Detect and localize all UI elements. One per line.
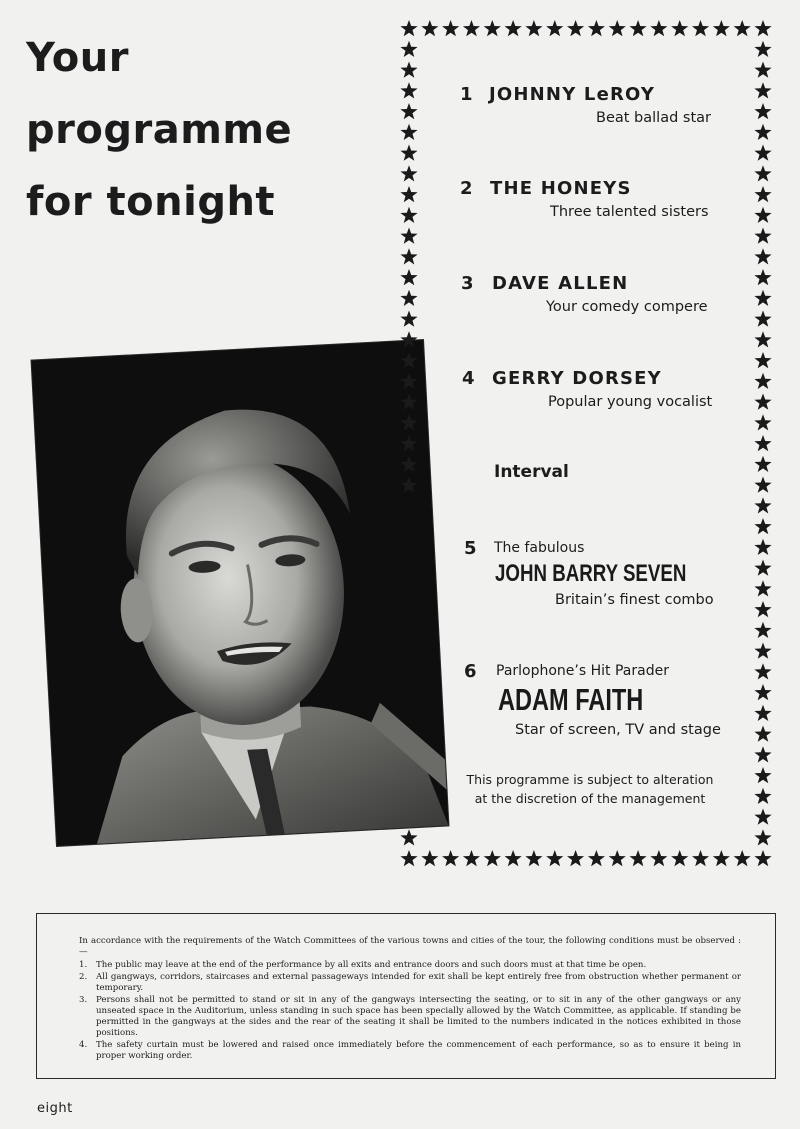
- act-name: GERRY DORSEY: [492, 368, 662, 389]
- act-number: 5: [464, 538, 477, 559]
- star-icon: [400, 248, 417, 264]
- act-number: 3: [461, 273, 474, 294]
- star-icon: [400, 124, 417, 140]
- star-icon: [734, 850, 751, 866]
- act-description: Beat ballad star: [596, 110, 711, 126]
- star-icon: [484, 850, 501, 866]
- star-icon: [754, 518, 771, 534]
- star-icon: [525, 850, 542, 866]
- star-icon: [754, 622, 771, 638]
- star-icon: [400, 850, 417, 866]
- star-icon: [754, 103, 771, 119]
- act-number: 1: [460, 84, 473, 105]
- star-icon: [505, 850, 522, 866]
- star-icon: [754, 746, 771, 762]
- star-icon: [754, 62, 771, 78]
- act-name: THE HONEYS: [490, 178, 632, 199]
- star-icon: [754, 850, 771, 866]
- star-icon: [400, 62, 417, 78]
- star-icon: [400, 352, 417, 368]
- act-prefix: The fabulous: [494, 540, 585, 556]
- star-icon: [400, 20, 417, 36]
- condition-item: 3. Persons shall not be permitted to stand or sit in any of the gangways intersecting the seating, or to sit in any of the other gangways or any unseated space in the Auditorium, unless standing in such space has been specially allowed by the Watch Committee, as applicable. If standing be permitted in the gangways at the sides and the rear of the seating it shall be limited to the numbers indicated in the notices exhibited in those positions.: [79, 995, 741, 1038]
- star-icon: [400, 103, 417, 119]
- star-icon: [400, 290, 417, 306]
- star-icon: [650, 850, 667, 866]
- star-icon: [400, 456, 417, 472]
- star-icon: [754, 580, 771, 596]
- act-description: Your comedy compere: [546, 299, 708, 315]
- act-description: Three talented sisters: [550, 204, 709, 220]
- star-icon: [671, 20, 688, 36]
- star-icon: [463, 850, 480, 866]
- star-icon: [754, 497, 771, 513]
- star-icon: [713, 20, 730, 36]
- star-icon: [400, 41, 417, 57]
- conditions-list: [79, 960, 741, 1063]
- star-icon: [442, 850, 459, 866]
- star-icon: [754, 124, 771, 140]
- star-icon: [754, 82, 771, 98]
- star-icon: [754, 414, 771, 430]
- star-icon: [400, 373, 417, 389]
- star-icon: [567, 20, 584, 36]
- star-icon: [421, 20, 438, 36]
- star-icon: [754, 788, 771, 804]
- condition-item: 1. The public may leave at the end of the performance by all exits and entrance doors and such doors must at that time be open.: [79, 960, 647, 970]
- star-icon: [630, 20, 647, 36]
- star-icon: [400, 228, 417, 244]
- star-icon: [754, 290, 771, 306]
- act-description: Britain’s finest combo: [555, 592, 714, 608]
- star-icon: [754, 311, 771, 327]
- star-icon: [754, 41, 771, 57]
- star-icon: [400, 394, 417, 410]
- disclaimer-line-2: at the discretion of the management: [474, 791, 706, 806]
- title-line-1: Your: [26, 35, 129, 81]
- star-icon: [754, 456, 771, 472]
- star-icon: [400, 82, 417, 98]
- act-number: 2: [460, 178, 473, 199]
- star-icon: [546, 20, 563, 36]
- act-name: JOHNNY LeROY: [489, 84, 656, 105]
- star-icon: [421, 850, 438, 866]
- star-icon: [754, 829, 771, 845]
- star-icon: [442, 20, 459, 36]
- title-line-2: programme: [26, 107, 293, 153]
- interval-heading: Interval: [494, 462, 569, 482]
- star-icon: [754, 145, 771, 161]
- star-icon: [484, 20, 501, 36]
- star-icon: [588, 850, 605, 866]
- star-icon: [650, 20, 667, 36]
- page-title: [26, 22, 292, 238]
- star-border-frame: [398, 18, 774, 870]
- star-icon: [525, 20, 542, 36]
- star-icon: [398, 18, 774, 870]
- star-icon: [754, 726, 771, 742]
- star-icon: [400, 186, 417, 202]
- star-icon: [400, 207, 417, 223]
- star-icon: [588, 20, 605, 36]
- disclaimer-line-1: This programme is subject to alteration: [466, 772, 714, 787]
- star-icon: [754, 560, 771, 576]
- star-icon: [463, 20, 480, 36]
- star-icon: [754, 331, 771, 347]
- title-line-3: for tonight: [26, 179, 276, 225]
- star-icon: [754, 20, 771, 36]
- star-icon: [754, 601, 771, 617]
- conditions-intro: In accordance with the requirements of the Watch Committees of the various towns and cities of the tour, the following conditions must be observed :—: [79, 936, 741, 957]
- star-icon: [754, 539, 771, 555]
- star-icon: [754, 663, 771, 679]
- star-icon: [692, 20, 709, 36]
- star-icon: [754, 165, 771, 181]
- act-description: Popular young vocalist: [548, 394, 713, 410]
- star-icon: [754, 373, 771, 389]
- star-icon: [692, 850, 709, 866]
- star-icon: [754, 809, 771, 825]
- star-icon: [400, 435, 417, 451]
- star-icon: [754, 684, 771, 700]
- star-icon: [400, 145, 417, 161]
- star-icon: [609, 850, 626, 866]
- programme-disclaimer: [450, 770, 730, 808]
- star-icon: [400, 829, 417, 845]
- act-name: DAVE ALLEN: [492, 273, 629, 294]
- star-icon: [546, 850, 563, 866]
- act-name-featured: JOHN BARRY SEVEN: [495, 560, 687, 587]
- star-icon: [754, 394, 771, 410]
- star-icon: [400, 477, 417, 493]
- star-icon: [754, 767, 771, 783]
- watch-committee-conditions: [36, 913, 776, 1079]
- page-number: eight: [37, 1101, 73, 1116]
- star-icon: [400, 269, 417, 285]
- star-icon: [567, 850, 584, 866]
- act-prefix: Parlophone’s Hit Parader: [496, 663, 669, 679]
- condition-item: 2. All gangways, corridors, staircases and external passageways intended for exit shall be kept entirely free from obstruction whether permanent or temporary.: [79, 972, 741, 993]
- star-icon: [754, 435, 771, 451]
- star-icon: [754, 705, 771, 721]
- star-icon: [400, 414, 417, 430]
- star-icon: [754, 269, 771, 285]
- star-icon: [505, 20, 522, 36]
- star-icon: [754, 228, 771, 244]
- act-description: Star of screen, TV and stage: [515, 722, 721, 738]
- condition-item: 4. The safety curtain must be lowered and raised once immediately before the commencement of each performance, so as to ensure it being in proper working order.: [79, 1040, 741, 1061]
- star-icon: [400, 331, 417, 347]
- star-icon: [713, 850, 730, 866]
- star-icon: [400, 165, 417, 181]
- star-icon: [754, 248, 771, 264]
- act-number: 6: [464, 661, 477, 682]
- headliner-name: ADAM FAITH: [498, 682, 644, 717]
- star-icon: [400, 311, 417, 327]
- star-icon: [630, 850, 647, 866]
- act-number: 4: [462, 368, 475, 389]
- star-icon: [754, 477, 771, 493]
- star-icon: [754, 352, 771, 368]
- star-icon: [754, 186, 771, 202]
- star-icon: [671, 850, 688, 866]
- star-icon: [754, 207, 771, 223]
- performer-photograph: [32, 340, 449, 846]
- star-icon: [609, 20, 626, 36]
- star-icon: [734, 20, 751, 36]
- star-icon: [754, 643, 771, 659]
